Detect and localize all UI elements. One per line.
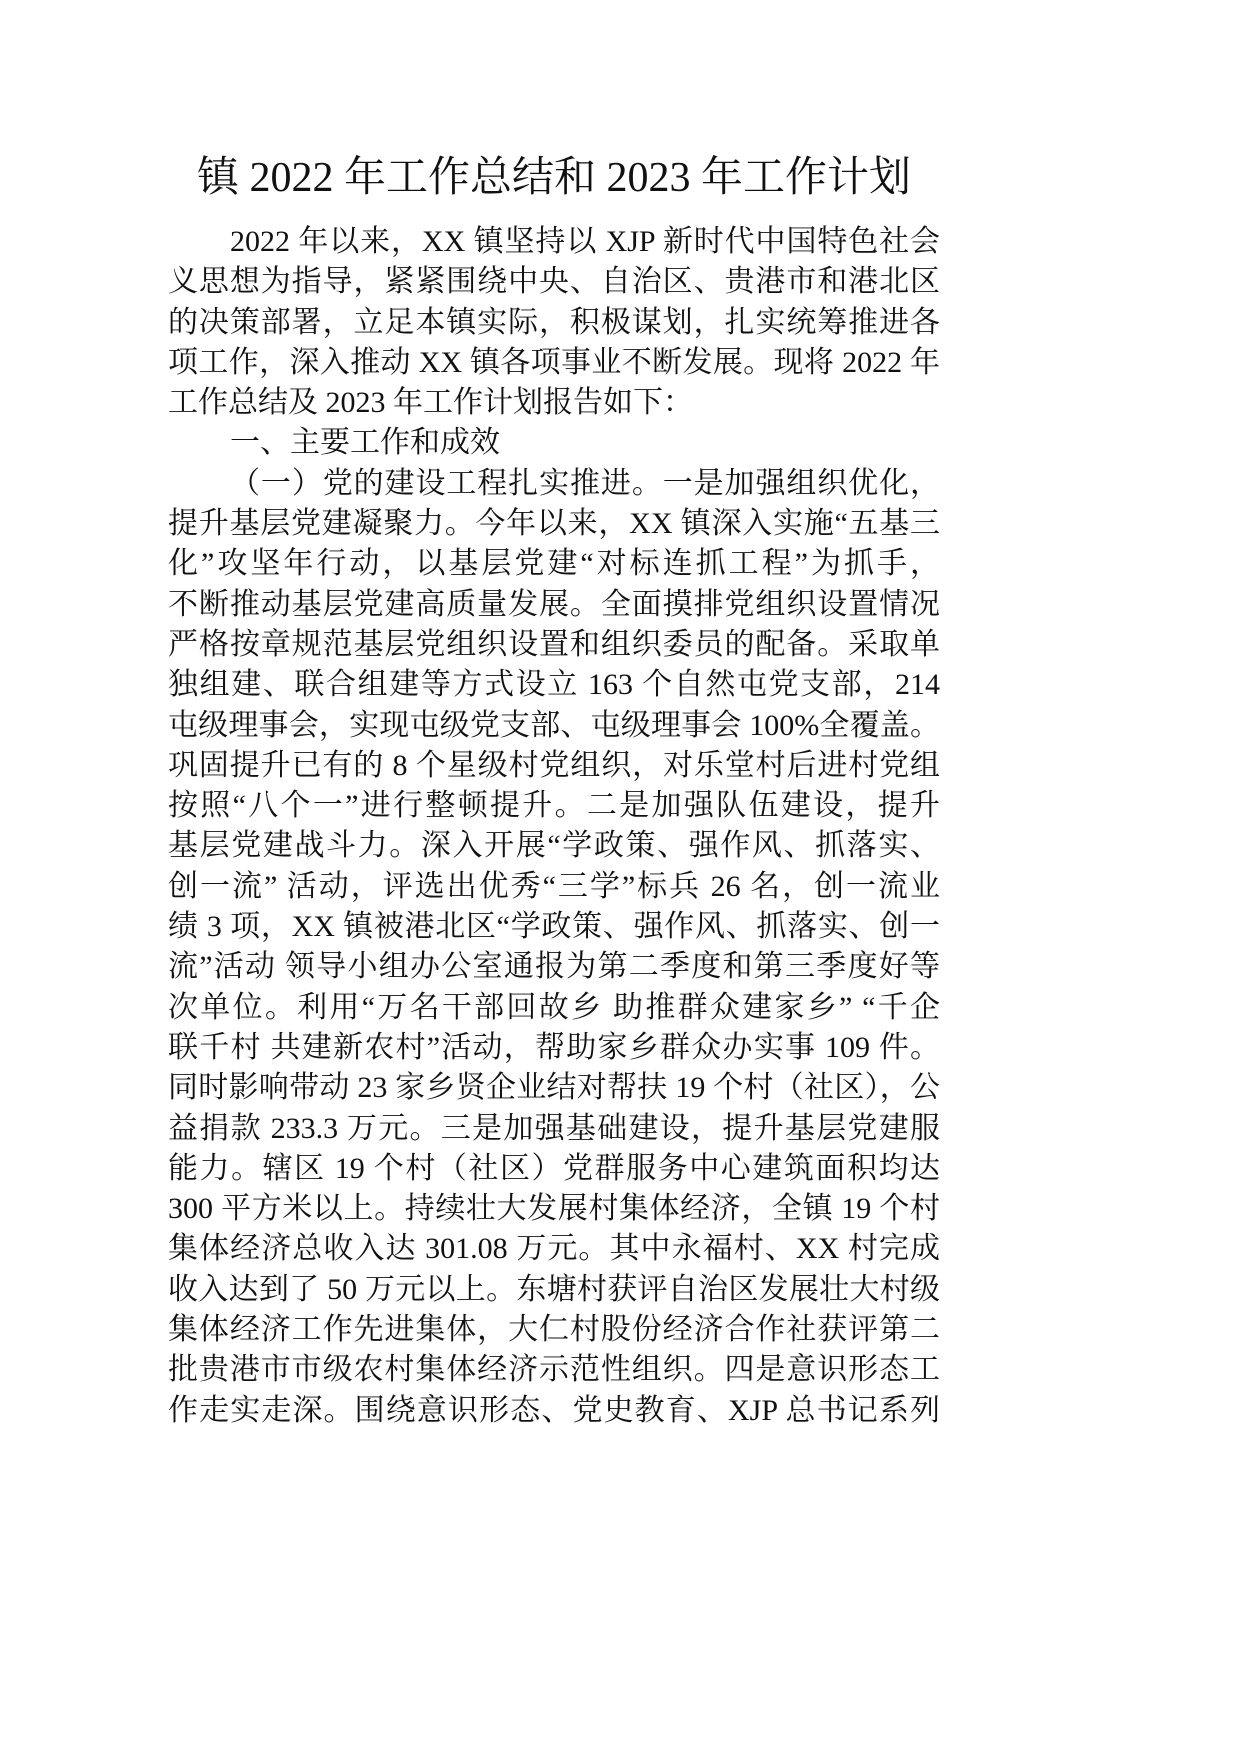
body-line: 绩 3 项，XX 镇被港北区“学政策、强作风、抓落实、创一	[168, 910, 940, 944]
body-line: 的决策部署，立足本镇实际，积极谋划，扎实统筹推进各	[168, 305, 940, 339]
intro-paragraph	[168, 222, 940, 423]
body-line: 流”活动 领导小组办公室通报为第二季度和第三季度好等	[168, 950, 940, 984]
party-building-paragraph	[168, 464, 940, 1431]
body-line: 300 平方米以上。持续壮大发展村集体经济，全镇 19 个村	[168, 1192, 940, 1226]
body-line: 义思想为指导，紧紧围绕中央、自治区、贵港市和港北区	[168, 265, 940, 299]
body-line: 严格按章规范基层党组织设置和组织委员的配备。采取单	[168, 627, 940, 661]
body-line: 益捐款 233.3 万元。三是加强基础建设，提升基层党建服	[168, 1111, 940, 1145]
body-line: 作走实走深。围绕意识形态、党史教育、XJP 总书记系列	[168, 1393, 940, 1427]
body-line: 次单位。利用“万名干部回故乡 助推群众建家乡” “千企	[168, 990, 940, 1024]
document-title: 镇 2022 年工作总结和 2023 年工作计划	[196, 155, 911, 201]
body-line: 工作总结及 2023 年工作计划报告如下：	[168, 386, 693, 420]
section-heading: 一、主要工作和成效	[230, 426, 500, 460]
body-line: 基层党建战斗力。深入开展“学政策、强作风、抓落实、	[168, 829, 940, 863]
body-line: 2022 年以来，XX 镇坚持以 XJP 新时代中国特色社会	[230, 225, 940, 258]
body-line: （一）党的建设工程扎实推进。一是加强组织优化，	[230, 466, 940, 500]
body-line: 不断推动基层党建高质量发展。全面摸排党组织设置情况	[168, 587, 940, 621]
body-line: 能力。辖区 19 个村（社区）党群服务中心建筑面积均达	[168, 1151, 940, 1185]
body-line: 提升基层党建凝聚力。今年以来，XX 镇深入实施“五基三	[168, 507, 940, 541]
body-line: 批贵港市市级农村集体经济示范性组织。四是意识形态工	[168, 1353, 940, 1387]
body-line: 集体经济总收入达 301.08 万元。其中永福村、XX 村完成	[168, 1232, 940, 1266]
body-line: 收入达到了 50 万元以上。东塘村获评自治区发展壮大村级	[168, 1272, 940, 1306]
body-line: 联千村 共建新农村”活动，帮助家乡群众办实事 109 件。	[168, 1030, 940, 1064]
body-line: 独组建、联合组建等方式设立 163 个自然屯党支部，214	[168, 668, 940, 702]
body-line: 化”攻坚年行动，以基层党建“对标连抓工程”为抓手，	[168, 547, 940, 581]
body-line: 集体经济工作先进集体，大仁村股份经济合作社获评第二	[168, 1313, 940, 1347]
body-line: 创一流” 活动，评选出优秀“三学”标兵 26 名，创一流业	[168, 869, 940, 903]
body-line: 巩固提升已有的 8 个星级村党组织，对乐堂村后进村党组	[168, 748, 940, 782]
body-line: 同时影响带动 23 家乡贤企业结对帮扶 19 个村（社区），公	[168, 1071, 940, 1105]
body-line: 屯级理事会，实现屯级党支部、屯级理事会 100%全覆盖。	[168, 708, 940, 742]
document-body	[168, 222, 940, 1431]
body-line: 按照“八个一”进行整顿提升。二是加强队伍建设，提升	[168, 789, 940, 823]
body-line: 项工作，深入推动 XX 镇各项事业不断发展。现将 2022 年	[168, 345, 940, 379]
